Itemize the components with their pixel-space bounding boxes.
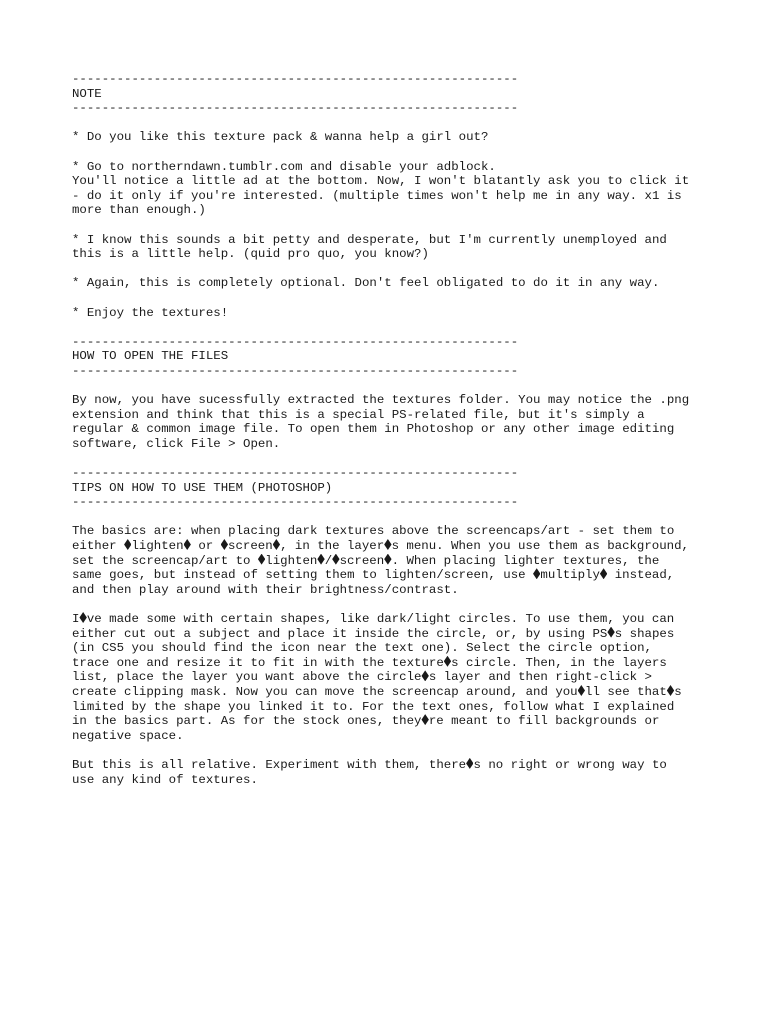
blank-line xyxy=(72,116,712,131)
text-line: extension and think that this is a special PS-related file, but it's simply a xyxy=(72,407,645,422)
divider-line: ------------------------------------------------------------ xyxy=(72,72,519,86)
text-line: and then play around with their brightness/contrast. xyxy=(72,582,459,597)
text-line: (in CS5 you should find the icon near the text one). Select the circle option, xyxy=(72,641,652,656)
document-page xyxy=(72,72,712,787)
text-line: software, click File > Open. xyxy=(72,436,281,451)
replacement-char-glyph xyxy=(332,554,339,565)
text-line: this is a little help. (quid pro quo, you know?) xyxy=(72,247,429,262)
text-line: set the screencap/art to lighten / screen . When placing lighter textures, the xyxy=(72,553,660,568)
text-line: * Do you like this texture pack & wanna help a girl out? xyxy=(72,130,489,145)
text-line: create clipping mask. Now you can move the screencap around, and you ll see that s xyxy=(72,684,682,699)
divider-line: ------------------------------------------------------------ xyxy=(72,101,519,116)
section-heading: TIPS ON HOW TO USE THEM (PHOTOSHOP) xyxy=(72,480,333,495)
replacement-char-glyph xyxy=(466,758,473,769)
blank-line xyxy=(72,320,712,335)
replacement-char-glyph xyxy=(317,554,324,565)
text-line: * Go to northerndawn.tumblr.com and disable your adblock. xyxy=(72,159,496,174)
section-heading: HOW TO OPEN THE FILES xyxy=(72,349,229,364)
text-line: By now, you have sucessfully extracted the textures folder. You may notice the .png xyxy=(72,393,690,408)
text-line: in the basics part. As for the stock ones, they re meant to fill backgrounds or xyxy=(72,714,660,729)
text-line: You'll notice a little ad at the bottom. Now, I won't blatantly ask you to click it xyxy=(72,174,690,189)
replacement-char-glyph xyxy=(667,685,674,696)
replacement-char-glyph xyxy=(273,539,280,550)
text-line: list, place the layer you want above the circle s layer and then right-click > xyxy=(72,670,652,685)
text-line: use any kind of textures. xyxy=(72,772,258,787)
replacement-char-glyph xyxy=(421,670,428,681)
text-line: negative space. xyxy=(72,728,184,743)
blank-line xyxy=(72,145,712,160)
text-line: trace one and resize it to fit in with the texture s circle. Then, in the layers xyxy=(72,655,667,670)
text-line: same goes, but instead of setting them to lighten/screen, use multiply instead, xyxy=(72,568,675,583)
text-line: But this is all relative. Experiment with them, there s no right or wrong way to xyxy=(72,757,667,772)
replacement-char-glyph xyxy=(184,539,191,550)
text-line: either lighten or screen , in the layer s menu. When you use them as background, xyxy=(72,539,689,553)
replacement-char-glyph xyxy=(124,539,131,550)
text-line: * Enjoy the textures! xyxy=(72,305,229,320)
replacement-char-glyph xyxy=(421,714,428,725)
text-line: limited by the shape you linked it to. For the text ones, follow what I explained xyxy=(72,699,675,714)
replacement-char-glyph xyxy=(258,554,265,565)
replacement-char-glyph xyxy=(444,656,451,667)
text-line: * I know this sounds a bit petty and desperate, but I'm currently unemployed and xyxy=(72,232,667,247)
text-line: - do it only if you're interested. (multiple times won't help me in any way. x1 is xyxy=(72,188,682,203)
text-line: The basics are: when placing dark textures above the screencaps/art - set them to xyxy=(72,524,675,539)
blank-line xyxy=(72,218,712,233)
divider-line: ------------------------------------------------------------ xyxy=(72,334,519,349)
blank-line xyxy=(72,291,712,306)
text-line: more than enough.) xyxy=(72,203,206,218)
replacement-char-glyph xyxy=(221,539,228,550)
blank-line xyxy=(72,451,712,466)
text-line: regular & common image file. To open them in Photoshop or any other image editing xyxy=(72,422,675,437)
text-line: either cut out a subject and place it inside the circle, or, by using PS s shapes xyxy=(72,626,675,641)
blank-line xyxy=(72,597,712,612)
blank-line xyxy=(72,378,712,393)
blank-line xyxy=(72,510,712,525)
replacement-char-glyph xyxy=(600,568,607,579)
section-heading: NOTE xyxy=(72,86,102,101)
replacement-char-glyph xyxy=(384,554,391,565)
divider-line: ------------------------------------------------------------ xyxy=(72,466,519,481)
replacement-char-glyph xyxy=(607,627,614,638)
document-body xyxy=(72,72,712,787)
replacement-char-glyph xyxy=(79,612,86,623)
blank-line xyxy=(72,262,712,277)
replacement-char-glyph xyxy=(533,568,540,579)
text-line: * Again, this is completely optional. Don't feel obligated to do it in any way. xyxy=(72,276,660,291)
blank-line xyxy=(72,743,712,758)
text-line: I ve made some with certain shapes, like dark/light circles. To use them, you can xyxy=(72,611,675,626)
divider-line: ------------------------------------------------------------ xyxy=(72,495,519,510)
replacement-char-glyph xyxy=(384,539,391,550)
replacement-char-glyph xyxy=(578,685,585,696)
divider-line: ------------------------------------------------------------ xyxy=(72,363,519,378)
